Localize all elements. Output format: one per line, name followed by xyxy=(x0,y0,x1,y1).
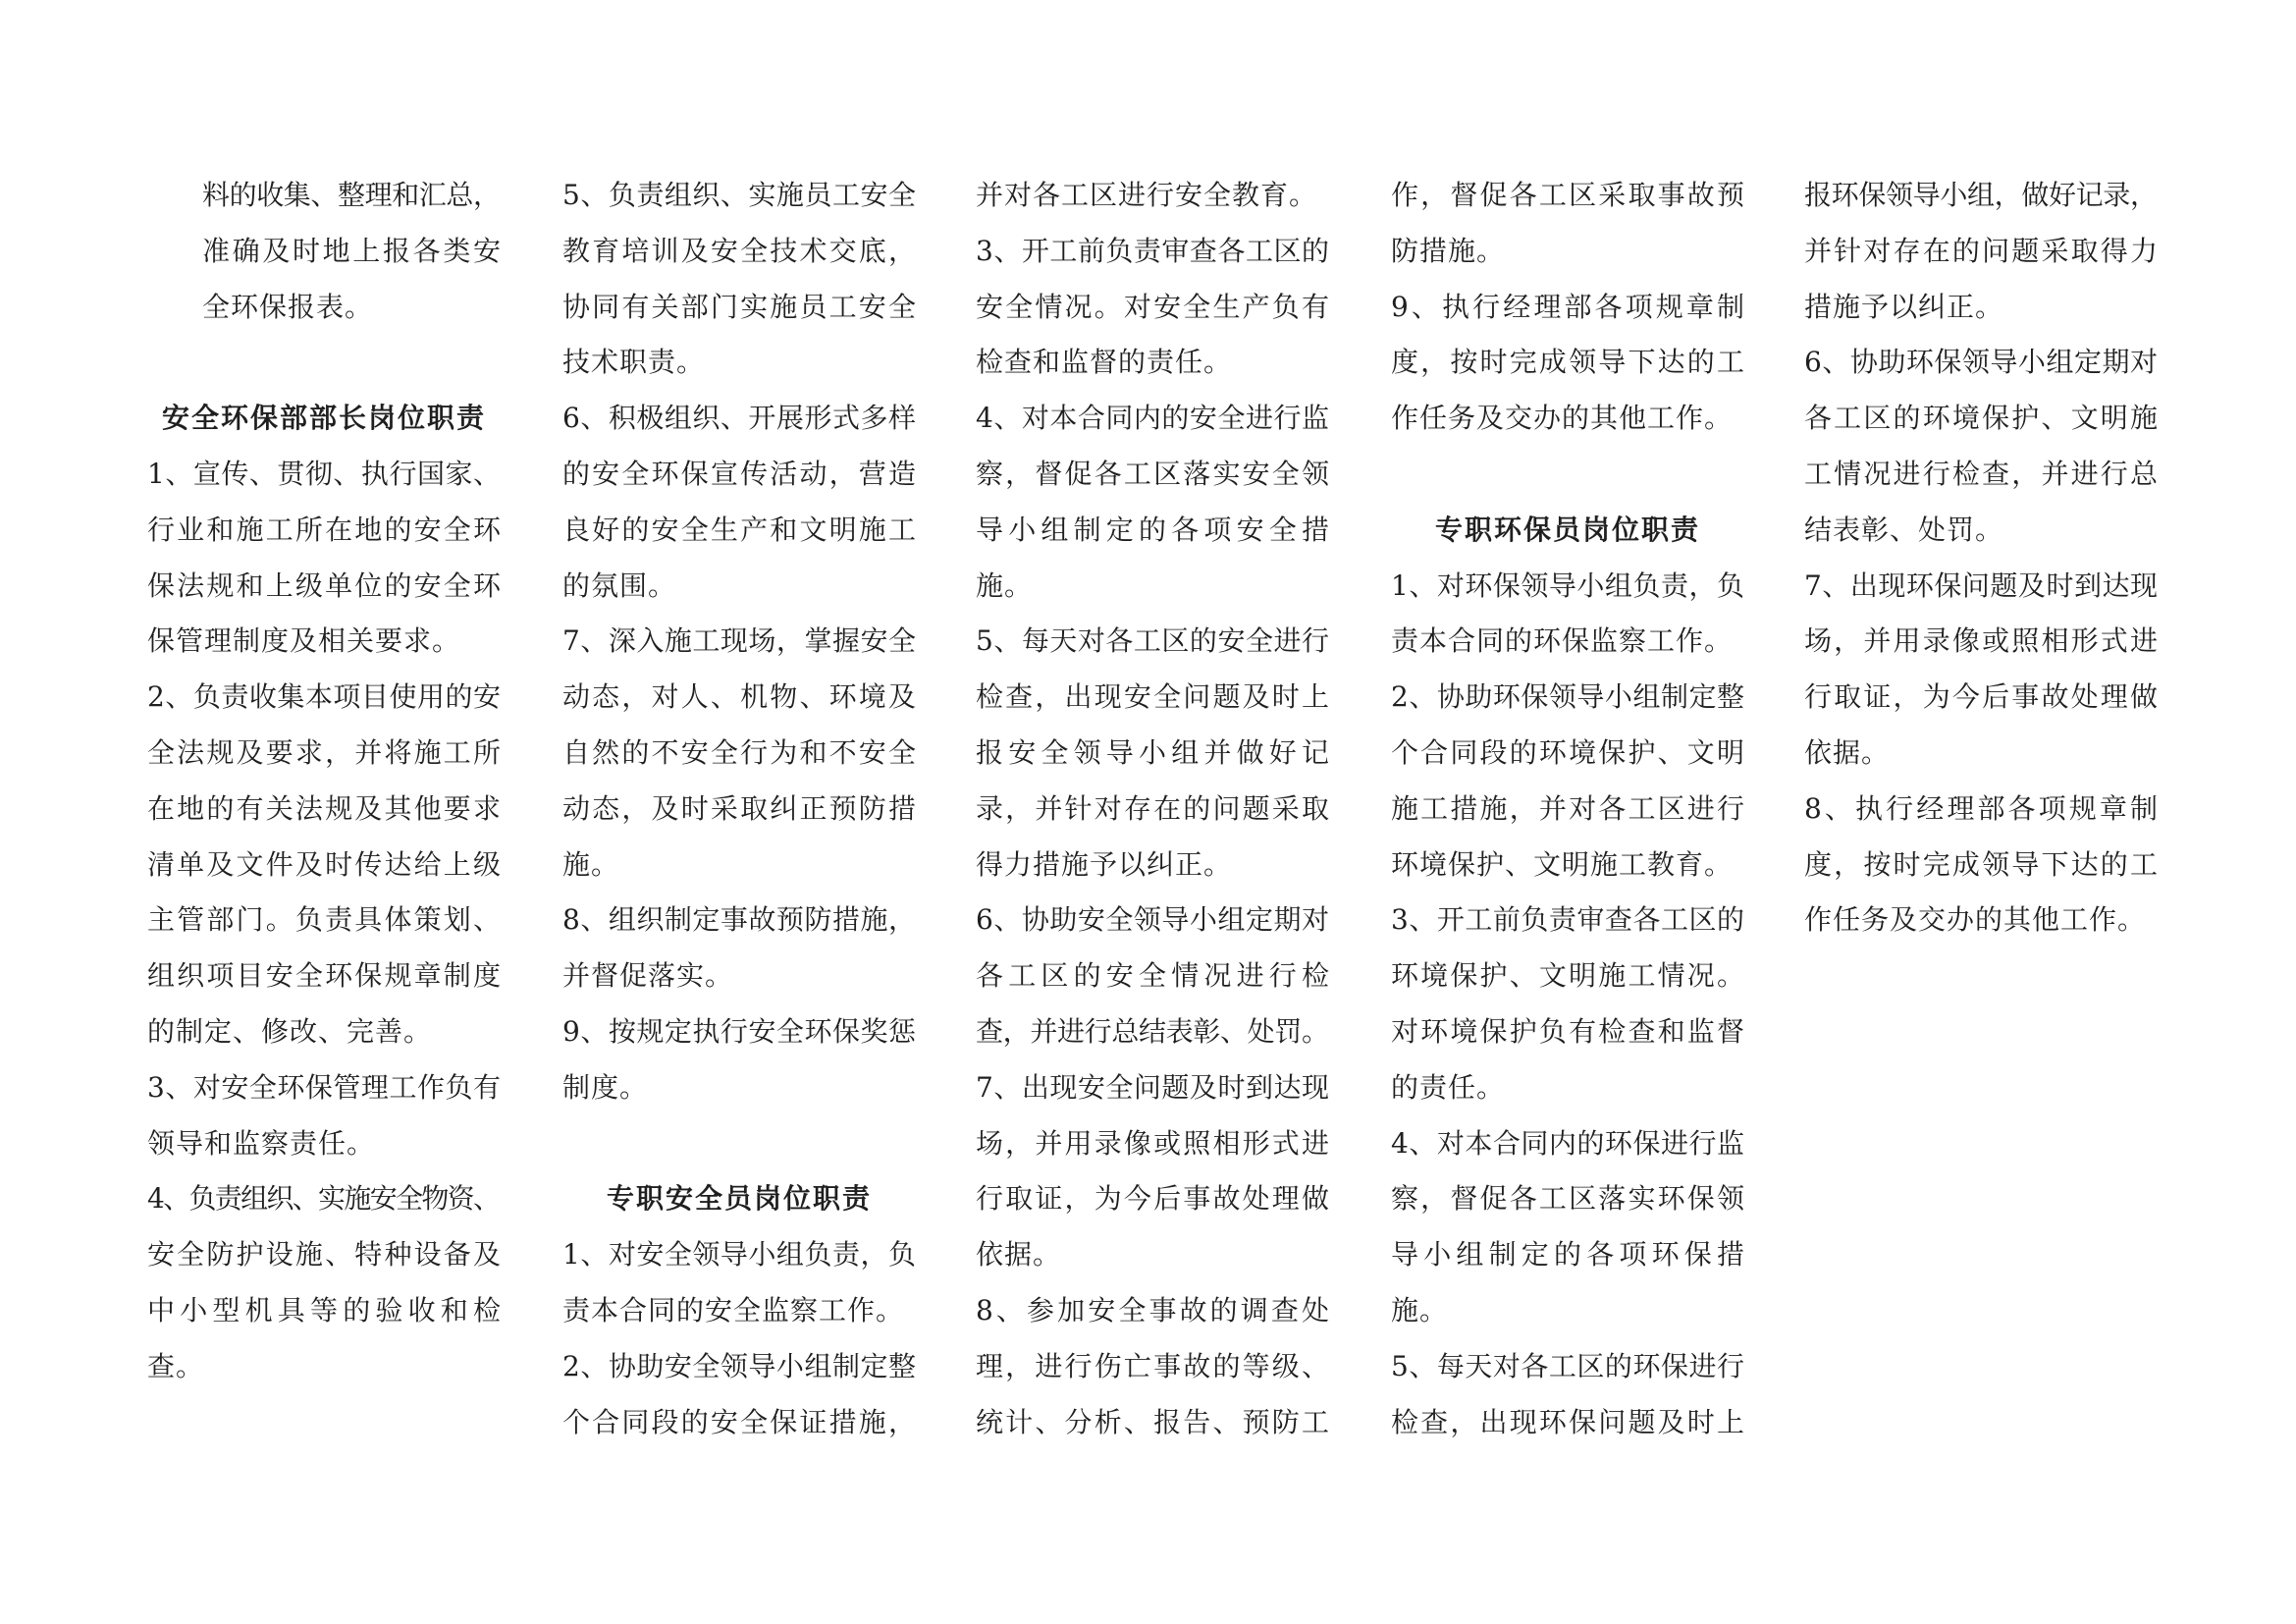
text-line: 全环保报表。 xyxy=(202,290,374,323)
text-line: 检查，出现安全问题及时上 xyxy=(976,680,1332,714)
text-line: 5、每天对各工区的安全进行 xyxy=(976,624,1330,658)
text-line: 各工区的环境保护、文明施 xyxy=(1804,402,2161,435)
text-line: 6、协助环保领导小组定期对 xyxy=(1804,346,2159,379)
text-line: 理，进行伤亡事故的等级、 xyxy=(976,1349,1332,1382)
text-line: 施。 xyxy=(1391,1293,1449,1326)
text-line: 3、开工前负责审查各工区的 xyxy=(1391,903,1745,937)
text-line: 导小组制定的各项安全措 xyxy=(976,513,1335,546)
text-line: 场，并用录像或照相形式进 xyxy=(976,1126,1332,1160)
text-line: 得力措施予以纠正。 xyxy=(976,847,1233,881)
text-line: 2、协助环保领导小组制定整 xyxy=(1391,680,1745,714)
text-column-2 xyxy=(562,168,919,1450)
text-line: 工情况进行检查，并进行总 xyxy=(1804,457,2161,490)
text-line: 统计、分析、报告、预防工 xyxy=(976,1405,1332,1438)
text-line: 7、深入施工现场，掌握安全 xyxy=(562,624,917,658)
text-line: 准确及时地上报各类安 xyxy=(202,234,504,267)
text-line: 责本合同的环保监察工作。 xyxy=(1391,624,1734,658)
text-line: 清单及文件及时传达给上级 xyxy=(147,847,504,881)
text-line: 作任务及交办的其他工作。 xyxy=(1391,402,1734,435)
text-line: 的制定、修改、完善。 xyxy=(147,1014,433,1048)
section-heading: 专职安全员岗位职责 xyxy=(606,1182,872,1216)
text-line: 依据。 xyxy=(1804,735,1891,769)
section-heading: 专职环保员岗位职责 xyxy=(1434,513,1700,546)
text-line: 个合同段的环境保护、文明 xyxy=(1391,735,1747,769)
text-line: 动态，及时采取纠正预防措 xyxy=(562,791,919,825)
text-line: 6、协助安全领导小组定期对 xyxy=(976,903,1330,937)
text-line: 查，并进行总结表彰、处罚。 xyxy=(976,1014,1329,1048)
text-line: 检查和监督的责任。 xyxy=(976,346,1233,379)
text-line: 责本合同的安全监察工作。 xyxy=(562,1293,905,1326)
text-line: 作任务及交办的其他工作。 xyxy=(1804,903,2147,937)
text-line: 并督促落实。 xyxy=(562,959,734,993)
text-line: 8、组织制定事故预防措施， xyxy=(562,903,917,937)
text-line: 施。 xyxy=(562,847,620,881)
text-line: 3、开工前负责审查各工区的 xyxy=(976,234,1330,267)
text-line: 度，按时完成领导下达的工 xyxy=(1804,847,2161,881)
text-line: 环境保护、文明施工教育。 xyxy=(1391,847,1734,881)
text-line: 作，督促各工区采取事故预 xyxy=(1391,179,1747,211)
text-line: 1、对安全领导小组负责，负 xyxy=(562,1238,917,1272)
text-line: 的氛围。 xyxy=(562,568,677,602)
text-line: 4、对本合同内的安全进行监 xyxy=(976,402,1330,435)
text-line: 行业和施工所在地的安全环 xyxy=(147,513,504,546)
text-line: 报环保领导小组，做好记录， xyxy=(1804,179,2158,211)
text-line: 7、出现环保问题及时到达现 xyxy=(1804,568,2159,602)
text-line: 4、负责组织、实施安全物资、 xyxy=(147,1182,500,1216)
text-line: 自然的不安全行为和不安全 xyxy=(562,735,919,769)
text-line: 录，并针对存在的问题采取 xyxy=(976,791,1332,825)
text-line: 检查，出现环保问题及时上 xyxy=(1391,1405,1747,1438)
text-line: 保法规和上级单位的安全环 xyxy=(147,568,504,602)
text-line: 保管理制度及相关要求。 xyxy=(147,624,461,658)
text-line: 制度。 xyxy=(562,1070,649,1104)
text-line: 5、负责组织、实施员工安全 xyxy=(562,179,917,211)
text-line: 9、执行经理部各项规章制 xyxy=(1391,290,1748,323)
text-line: 察，督促各工区落实环保领 xyxy=(1391,1182,1747,1216)
text-line: 依据。 xyxy=(976,1238,1062,1272)
text-line: 安全情况。对安全生产负有 xyxy=(976,290,1332,323)
text-line: 各工区的安全情况进行检 xyxy=(976,959,1335,993)
text-column-3 xyxy=(976,168,1335,1450)
text-line: 领导和监察责任。 xyxy=(147,1126,376,1160)
text-line: 1、宣传、贯彻、执行国家、 xyxy=(147,457,502,490)
text-line: 料的收集、整理和汇总， xyxy=(202,179,501,211)
text-line: 8、执行经理部各项规章制 xyxy=(1804,791,2162,825)
text-line: 动态，对人、机物、环境及 xyxy=(562,680,919,714)
text-line: 9、按规定执行安全环保奖惩 xyxy=(562,1014,917,1048)
text-line: 措施予以纠正。 xyxy=(1804,290,2004,323)
text-line: 察，督促各工区落实安全领 xyxy=(976,457,1332,490)
section-heading: 安全环保部部长岗位职责 xyxy=(161,402,486,435)
text-line: 场，并用录像或照相形式进 xyxy=(1804,624,2161,658)
text-line: 1、对环保领导小组负责，负 xyxy=(1391,568,1745,602)
text-line: 组织项目安全环保规章制度 xyxy=(147,959,504,993)
text-line: 的安全环保宣传活动，营造 xyxy=(562,457,919,490)
text-line: 8、参加安全事故的调查处 xyxy=(976,1293,1333,1326)
text-column-1 xyxy=(147,168,507,1395)
text-line: 主管部门。负责具体策划、 xyxy=(147,903,504,937)
text-line: 施工措施，并对各工区进行 xyxy=(1391,791,1747,825)
text-line: 安全防护设施、特种设备及 xyxy=(147,1238,504,1272)
text-line: 7、出现安全问题及时到达现 xyxy=(976,1070,1330,1104)
text-line: 施。 xyxy=(976,568,1034,602)
text-line: 行取证，为今后事故处理做 xyxy=(976,1182,1332,1216)
text-column-5 xyxy=(1804,168,2162,948)
text-line: 良好的安全生产和文明施工 xyxy=(562,513,919,546)
text-line: 报安全领导小组并做好记 xyxy=(976,735,1335,769)
text-line: 环境保护、文明施工情况。 xyxy=(1391,959,1747,993)
text-line: 对环境保护负有检查和监督 xyxy=(1391,1014,1747,1048)
text-line: 并针对存在的问题采取得力 xyxy=(1804,234,2161,267)
text-line: 个合同段的安全保证措施， xyxy=(562,1405,919,1438)
text-line: 的责任。 xyxy=(1391,1070,1506,1104)
text-line: 防措施。 xyxy=(1391,234,1506,267)
text-line: 导小组制定的各项环保措 xyxy=(1391,1238,1750,1272)
text-line: 2、协助安全领导小组制定整 xyxy=(562,1349,917,1382)
text-line: 教育培训及安全技术交底， xyxy=(562,234,919,267)
text-line: 技术职责。 xyxy=(562,346,706,379)
text-line: 在地的有关法规及其他要求 xyxy=(147,791,504,825)
text-line: 度，按时完成领导下达的工 xyxy=(1391,346,1747,379)
text-line: 5、每天对各工区的环保进行 xyxy=(1391,1349,1745,1382)
text-line: 3、对安全环保管理工作负有 xyxy=(147,1070,502,1104)
text-column-4 xyxy=(1391,168,1750,1450)
text-line: 查。 xyxy=(147,1349,205,1382)
text-line: 全法规及要求，并将施工所 xyxy=(147,735,504,769)
text-line: 并对各工区进行安全教育。 xyxy=(976,179,1318,211)
text-line: 6、积极组织、开展形式多样 xyxy=(562,402,917,435)
text-line: 2、负责收集本项目使用的安 xyxy=(147,680,502,714)
text-line: 行取证，为今后事故处理做 xyxy=(1804,680,2161,714)
text-line: 协同有关部门实施员工安全 xyxy=(562,290,919,323)
text-line: 中小型机具等的验收和检 xyxy=(147,1293,507,1326)
text-line: 结表彰、处罚。 xyxy=(1804,513,2004,546)
text-line: 4、对本合同内的环保进行监 xyxy=(1391,1126,1745,1160)
